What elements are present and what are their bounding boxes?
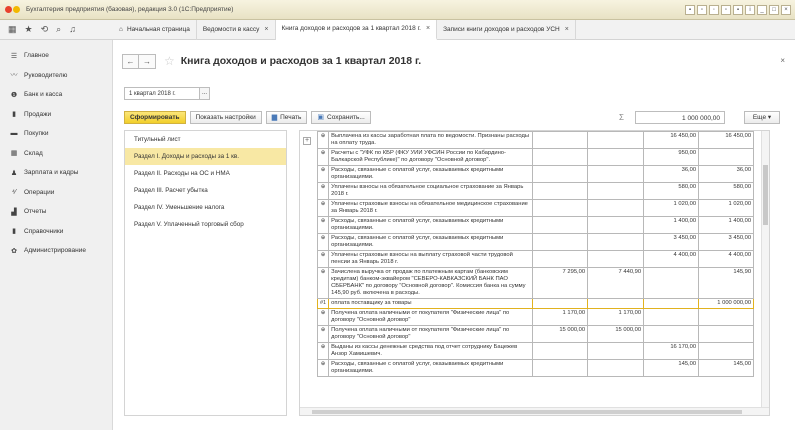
expense-tax-amount: 145,00 <box>699 360 754 377</box>
income-amount <box>533 251 588 268</box>
income-tax-amount <box>588 251 644 268</box>
row-mark-icon: ⊕ <box>318 360 329 377</box>
tabs-bar <box>0 20 795 40</box>
income-amount <box>533 343 588 360</box>
expense-amount: 1 400,00 <box>644 217 699 234</box>
row-mark-icon: ⊕ <box>318 183 329 200</box>
maximize-icon[interactable]: □ <box>769 5 779 15</box>
apps-grid-icon[interactable]: ▦ <box>8 24 17 34</box>
expense-amount: 36,00 <box>644 166 699 183</box>
calendar-icon[interactable]: ▫ <box>721 5 731 15</box>
income-tax-amount: 15 000,00 <box>588 326 644 343</box>
sidebar-item-label: Справочники <box>24 227 64 235</box>
period-field[interactable]: 1 квартал 2018 г. <box>124 87 200 100</box>
close-tab-icon[interactable]: × <box>564 26 569 33</box>
sidebar-item[interactable] <box>0 222 112 242</box>
income-tax-amount <box>588 166 644 183</box>
table-row[interactable] <box>318 251 754 268</box>
report-section-item[interactable]: Раздел I. Доходы и расходы за 1 кв. <box>125 148 286 165</box>
income-tax-amount <box>588 234 644 251</box>
sidebar-item-label: Склад <box>24 149 43 157</box>
coins-icon: ❶ <box>10 91 18 99</box>
sidebar-item-label: Администрирование <box>24 247 86 255</box>
income-tax-amount: 7 440,90 <box>588 268 644 299</box>
app-logo-icon <box>4 3 22 17</box>
forward-button[interactable] <box>139 54 156 69</box>
save-button[interactable]: ▣ Сохранить... <box>311 111 370 124</box>
menu-icon: ☰ <box>10 52 18 60</box>
table-row[interactable] <box>318 309 754 326</box>
report-section-item[interactable]: Титульный лист <box>134 136 181 143</box>
sidebar-item[interactable] <box>0 66 112 86</box>
entry-description: Уплачены взносы на обязательное социальное страхование за Январь 2018 г. <box>329 183 533 200</box>
table-row[interactable] <box>318 299 754 309</box>
save-icon[interactable]: ▪ <box>685 5 695 15</box>
expense-tax-amount: 36,00 <box>699 166 754 183</box>
entry-description: Выплачена из кассы заработная плата по ведомости. Признаны расходы на оплату труда. <box>329 132 533 149</box>
row-mark-icon: ⊕ <box>318 309 329 326</box>
sidebar-item[interactable] <box>0 202 112 222</box>
entry-description: Расходы, связанные с оплатой услуг, оказываемых кредитными организациями. <box>329 234 533 251</box>
income-tax-amount: 1 170,00 <box>588 309 644 326</box>
tab-book-entries[interactable]: Записи книги доходов и расходов УСН × <box>437 20 576 40</box>
period-selector <box>124 87 210 100</box>
report-section-item[interactable]: Раздел V. Уплаченный торговый сбор <box>134 221 244 228</box>
close-form-icon[interactable]: × <box>780 56 785 65</box>
expense-tax-amount <box>699 343 754 360</box>
income-amount <box>533 234 588 251</box>
show-settings-button[interactable]: Показать настройки <box>190 111 262 124</box>
horizontal-scrollbar[interactable] <box>300 407 770 415</box>
minimize-icon[interactable]: _ <box>757 5 767 15</box>
sum-icon: Σ <box>619 112 624 122</box>
row-mark-icon: ⊕ <box>318 268 329 299</box>
sidebar-item[interactable] <box>0 124 112 144</box>
expense-amount: 4 400,00 <box>644 251 699 268</box>
report-toolbar <box>124 110 780 124</box>
row-mark-icon: ⊕ <box>318 343 329 360</box>
vertical-scrollbar[interactable] <box>761 131 769 409</box>
sidebar-item[interactable] <box>0 144 112 164</box>
sidebar-item-label: Руководителю <box>24 71 68 79</box>
expense-amount: 580,00 <box>644 183 699 200</box>
expense-tax-amount: 3 450,00 <box>699 234 754 251</box>
main-content <box>114 40 795 430</box>
period-choose-button[interactable]: ... <box>200 87 210 100</box>
sidebar-item[interactable] <box>0 241 112 261</box>
close-window-icon[interactable]: × <box>781 5 791 15</box>
report-icon: ▟ <box>11 208 17 216</box>
floppy-icon: ▣ <box>317 114 325 121</box>
operations-icon: ⁴⁄ <box>11 188 17 196</box>
table-row[interactable] <box>318 200 754 217</box>
cart-icon: ▬ <box>10 130 18 138</box>
expense-tax-amount: 1 000 000,00 <box>699 299 754 309</box>
notifications-bell-icon[interactable]: ♫ <box>69 24 76 34</box>
window-titlebar <box>0 0 795 20</box>
generate-button[interactable]: Сформировать <box>124 111 186 124</box>
income-tax-amount <box>588 299 644 309</box>
table-row[interactable] <box>318 149 754 166</box>
expense-tax-amount <box>699 326 754 343</box>
income-amount: 15 000,00 <box>533 326 588 343</box>
table-row[interactable] <box>318 166 754 183</box>
row-mark-icon: ⊕ <box>318 132 329 149</box>
report-section-item[interactable]: Раздел II. Расходы на ОС и НМА <box>134 170 230 177</box>
selected-sum-field: 1 000 000,00 <box>635 111 725 124</box>
calculator-icon[interactable]: ▪ <box>733 5 743 15</box>
entry-description: Уплачены страховые взносы на обязательное медицинское страхование за Январь 2018 г. <box>329 200 533 217</box>
report-section-item[interactable]: Раздел IV. Уменьшение налога <box>134 204 225 211</box>
income-amount <box>533 200 588 217</box>
sidebar <box>0 40 113 430</box>
income-expense-table <box>317 131 754 377</box>
expense-tax-amount: 580,00 <box>699 183 754 200</box>
home-icon: ⌂ <box>119 26 123 33</box>
tab-cash-statements[interactable]: Ведомости в кассу × <box>197 20 276 40</box>
print-button[interactable]: ▆ Печать <box>266 111 308 124</box>
gear-icon: ✿ <box>11 247 17 255</box>
report-document <box>299 130 770 416</box>
favorite-star-icon[interactable]: ☆ <box>164 54 175 68</box>
entry-description: Получена оплата наличными от покупателя "Физические лица" по договору "Основной договор" <box>329 326 533 343</box>
income-amount <box>533 217 588 234</box>
tab-income-book[interactable]: Книга доходов и расходов за 1 квартал 2018 г. × <box>276 20 438 40</box>
sidebar-item[interactable] <box>0 105 112 125</box>
row-mark-icon: ⊕ <box>318 149 329 166</box>
favorites-star-icon[interactable]: ★ <box>24 24 33 34</box>
sidebar-item-label: Зарплата и кадры <box>24 169 79 177</box>
expense-amount: 1 020,00 <box>644 200 699 217</box>
expense-amount <box>644 268 699 299</box>
table-row[interactable] <box>318 234 754 251</box>
income-amount: 1 170,00 <box>533 309 588 326</box>
report-section-item[interactable]: Раздел III. Расчет убытка <box>134 187 208 194</box>
search-icon[interactable]: ⌕ <box>56 24 62 34</box>
entry-description: Выданы из кассы денежные средства под отчет сотруднику Бацежев Анзор Хамишевич. <box>329 343 533 360</box>
row-mark-icon: ⊕ <box>318 217 329 234</box>
table-row[interactable] <box>318 360 754 377</box>
income-amount <box>533 132 588 149</box>
expense-amount: 3 450,00 <box>644 234 699 251</box>
row-mark-icon: ⊕ <box>318 326 329 343</box>
arrow-right-icon: → <box>143 56 151 66</box>
expense-tax-amount: 1 020,00 <box>699 200 754 217</box>
entry-description: оплата поставщику за товары <box>329 299 533 309</box>
sidebar-item[interactable] <box>0 183 112 203</box>
printer-icon: ▆ <box>271 114 278 121</box>
income-tax-amount <box>588 217 644 234</box>
entry-description: Расходы, связанные с оплатой услуг, оказываемых кредитными организациями. <box>329 217 533 234</box>
entry-description: Получена оплата наличными от покупателя "Физические лица" по договору "Основной договор" <box>329 309 533 326</box>
entry-description: Зачислена выручка от продаж по платежным картам (банковским кредитам) банком-эквайером "СЕВЕРО-КАВКАЗСКИЙ БАНК ПАО СБЕРБАНК" по договору "Основной договор". Комиссия банка на сумму 145,90 руб. включена в расходы. <box>329 268 533 299</box>
table-row[interactable] <box>318 343 754 360</box>
page-title: Книга доходов и расходов за 1 квартал 2018 г. <box>180 55 422 67</box>
income-tax-amount <box>588 200 644 217</box>
sidebar-item-label: Продажи <box>24 110 52 118</box>
close-tab-icon[interactable]: × <box>425 25 431 32</box>
chart-icon: 〰 <box>10 72 18 80</box>
expense-tax-amount: 1 400,00 <box>699 217 754 234</box>
entry-description: Расчеты с "УФК по КБР (ФКУ УИИ УФСИН России по Кабардино-Балкарской Республике)" по договору "Основной договор". <box>329 149 533 166</box>
sidebar-item-label: Главное <box>24 52 49 60</box>
expense-tax-amount: 4 400,00 <box>699 251 754 268</box>
expense-tax-amount: 145,90 <box>699 268 754 299</box>
income-amount <box>533 183 588 200</box>
income-tax-amount <box>588 360 644 377</box>
info-icon[interactable]: i <box>745 5 755 15</box>
sidebar-item-label: Операции <box>24 188 55 196</box>
sidebar-item[interactable] <box>0 85 112 105</box>
arrow-left-icon: ← <box>126 56 135 66</box>
table-row[interactable] <box>318 183 754 200</box>
entry-description: Уплачены страховые взносы на выплату страховой части трудовой пенсии за Январь 2018 г. <box>329 251 533 268</box>
warehouse-icon: ▦ <box>10 150 18 158</box>
table-row[interactable] <box>318 132 754 149</box>
more-menu-button[interactable]: Еще ▾ <box>744 111 780 124</box>
income-amount <box>533 299 588 309</box>
print-icon[interactable]: ▫ <box>697 5 707 15</box>
back-button[interactable] <box>122 54 139 69</box>
expense-tax-amount <box>699 309 754 326</box>
income-tax-amount <box>588 343 644 360</box>
row-mark-icon: ⊕ <box>318 234 329 251</box>
history-icon[interactable]: ⟲ <box>40 24 49 34</box>
expense-amount: 16 170,00 <box>644 343 699 360</box>
person-icon: ♟ <box>10 169 18 177</box>
search-icon[interactable]: ◦ <box>709 5 719 15</box>
tab-home[interactable]: ⌂ Начальная страница <box>113 20 197 40</box>
row-mark-icon: ⊕ <box>318 200 329 217</box>
report-sections-list <box>124 130 287 416</box>
income-tax-amount <box>588 183 644 200</box>
row-mark-icon: #1 <box>318 299 329 309</box>
expense-tax-amount <box>699 149 754 166</box>
expense-amount: 950,00 <box>644 149 699 166</box>
expense-amount <box>644 326 699 343</box>
income-tax-amount <box>588 149 644 166</box>
table-row[interactable] <box>318 326 754 343</box>
sidebar-item-label: Покупки <box>24 130 49 138</box>
income-amount <box>533 360 588 377</box>
sidebar-item-label: Отчеты <box>24 208 47 216</box>
table-row[interactable] <box>318 217 754 234</box>
income-amount: 7 295,00 <box>533 268 588 299</box>
expense-amount: 16 450,00 <box>644 132 699 149</box>
row-mark-icon: ⊕ <box>318 251 329 268</box>
income-amount <box>533 166 588 183</box>
sidebar-item-label: Банк и касса <box>24 91 63 99</box>
sidebar-item[interactable] <box>0 163 112 183</box>
expand-group-icon[interactable]: + <box>304 137 310 144</box>
expense-tax-amount: 16 450,00 <box>699 132 754 149</box>
close-tab-icon[interactable]: × <box>264 26 269 33</box>
row-mark-icon: ⊕ <box>318 166 329 183</box>
expense-amount <box>644 309 699 326</box>
entry-description: Расходы, связанные с оплатой услуг, оказываемых кредитными организациями. <box>329 166 533 183</box>
expense-amount <box>644 299 699 309</box>
table-row[interactable] <box>318 268 754 299</box>
income-amount <box>533 149 588 166</box>
shopping-bag-icon: ▮ <box>12 111 16 119</box>
expense-amount: 145,00 <box>644 360 699 377</box>
entry-description: Расходы, связанные с оплатой услуг, оказываемых кредитными организациями. <box>329 360 533 377</box>
income-tax-amount <box>588 132 644 149</box>
book-icon: ▮ <box>12 228 16 236</box>
sidebar-item[interactable] <box>0 46 112 66</box>
app-title: Бухгалтерия предприятия (базовая), редакция 3.0 (1С:Предприятие) <box>26 6 234 13</box>
